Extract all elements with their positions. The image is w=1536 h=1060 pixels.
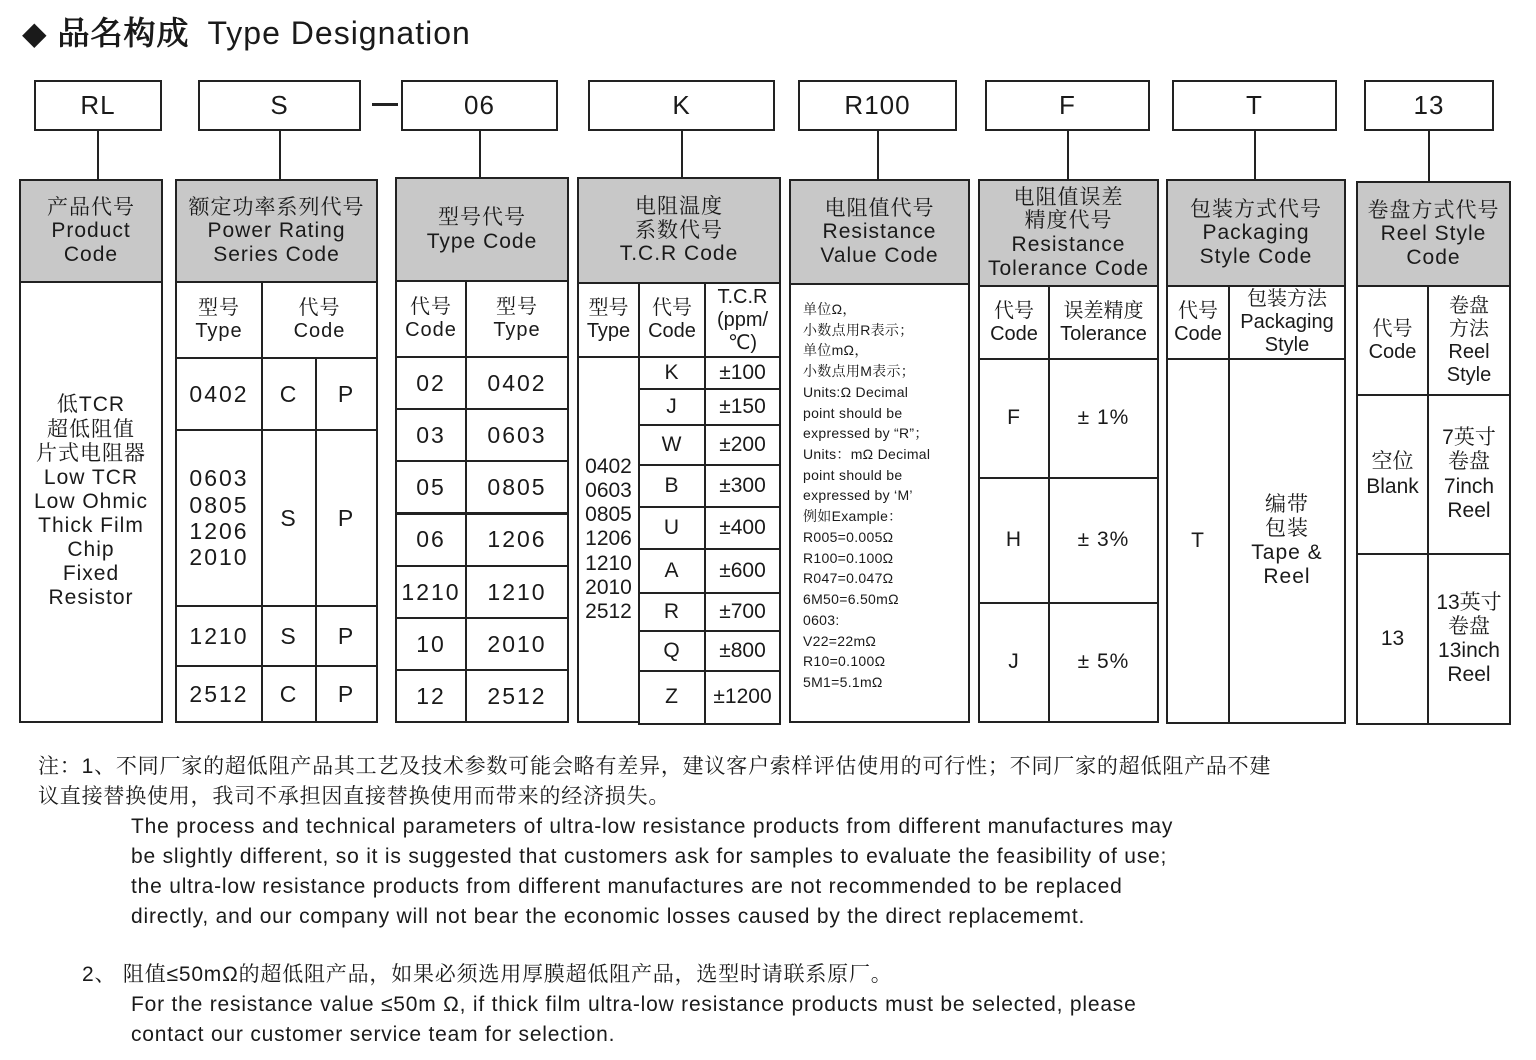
note-2-en: For the resistance value ≤50m Ω, if thick film ultra-low resistance products must be selected, please contact our customer service team for selection. xyxy=(131,993,1137,1046)
type-cell: 0402 xyxy=(175,357,263,431)
tcr-value-cell: ±150 xyxy=(704,388,781,426)
tolerance-code-cell: J xyxy=(978,602,1050,723)
connector-line xyxy=(877,130,879,179)
code-cell: 02 xyxy=(395,356,467,410)
reel-code-cell: 13 xyxy=(1356,553,1429,725)
code-box: R100 xyxy=(798,80,957,131)
packaging-code-cell: T xyxy=(1166,358,1230,724)
header-reel-style: 卷盘方式代号 Reel Style Code xyxy=(1356,181,1511,287)
tolerance-value-cell: ± 3% xyxy=(1048,477,1159,604)
connector-line xyxy=(479,130,481,177)
tcr-value-cell: ±100 xyxy=(704,356,781,390)
header-product-code: 产品代号 Product Code xyxy=(19,179,163,283)
note-1-zh: 注：1、不同厂家的超低阻产品其工艺及技术参数可能会略有差异，建议客户索样评估使用的可行性；不同厂家的超低阻产品不建 议直接替换使用，我司不承担因直接替换使用而带来的经济损失。 xyxy=(38,755,1272,808)
tolerance-code-cell: H xyxy=(978,477,1050,604)
subheader-reel-method: 卷盘 方法 Reel Style xyxy=(1427,285,1511,396)
tolerance-value-cell: ± 5% xyxy=(1048,602,1159,723)
tcr-code-cell: B xyxy=(638,464,706,508)
code-cell: P xyxy=(315,429,378,607)
type-cell: 2010 xyxy=(465,617,569,671)
header-power-rating: 额定功率系列代号 Power Rating Series Code xyxy=(175,179,378,283)
subheader-tolerance: 误差精度 Tolerance xyxy=(1048,285,1159,360)
tcr-code-cell: K xyxy=(638,356,706,390)
type-cell: 1210 xyxy=(465,565,569,619)
code-cell: P xyxy=(315,605,378,667)
notes xyxy=(38,752,1518,1050)
subheader-type: 型号 Type xyxy=(577,282,640,358)
tolerance-value-cell: ± 1% xyxy=(1048,358,1159,479)
code-cell: S xyxy=(261,605,317,667)
code-cell: P xyxy=(315,665,378,723)
code-cell: 06 xyxy=(395,513,467,567)
code-cell: 10 xyxy=(395,617,467,671)
note-2-zh: 2、 阻值≤50mΩ的超低阻产品，如果必须选用厚膜超低阻产品，选型时请联系原厂。 xyxy=(82,963,893,986)
reel-code-cell: 空位 Blank xyxy=(1356,394,1429,555)
type-cell: 0603 xyxy=(465,408,569,462)
type-cell: 0603 0805 1206 2010 xyxy=(175,429,263,607)
connector-line xyxy=(1254,130,1256,179)
code-box: T xyxy=(1172,80,1337,131)
tcr-value-cell: ±200 xyxy=(704,424,781,466)
code-box: RL xyxy=(34,80,162,131)
subheader-code: 代号 Code xyxy=(1166,285,1230,360)
code-box: F xyxy=(985,80,1150,131)
connector-line xyxy=(681,130,683,177)
code-box: 13 xyxy=(1364,80,1494,131)
tolerance-code-cell: F xyxy=(978,358,1050,479)
tcr-code-cell: Q xyxy=(638,630,706,672)
type-cell: 2512 xyxy=(465,669,569,723)
subheader-packaging-style: 包装方法 Packaging Style xyxy=(1228,285,1346,360)
header-tcr-code: 电阻温度 系数代号 T.C.R Code xyxy=(577,177,781,284)
tcr-code-cell: Z xyxy=(638,670,706,725)
code-cell: 05 xyxy=(395,460,467,514)
page-title xyxy=(22,8,471,54)
tcr-value-cell: ±600 xyxy=(704,548,781,594)
types-cell: 0402 0603 0805 1206 1210 2010 2512 xyxy=(577,356,640,723)
product-description: 低TCR 超低阻值 片式电阻器 Low TCR Low Ohmic Thick Film Chip Fixed Resistor xyxy=(19,281,163,723)
code-cell: 12 xyxy=(395,669,467,723)
resistance-value-rules: 单位Ω， 小数点用R表示； 单位mΩ， 小数点用M表示； Units:Ω Decimal point should be expressed by “R”； Units：mΩ Decimal point should be expressed by ‘M’ 例如Example： R005=0.005Ω R100=0.100Ω R047=0.047Ω 6M50=6.50mΩ 0603: V22=22mΩ R10=0.100Ω 5M1=5.1mΩ xyxy=(789,283,970,723)
subheader-code: 代号 Code xyxy=(978,285,1050,360)
header-packaging: 包装方式代号 Packaging Style Code xyxy=(1166,179,1346,287)
header-tolerance: 电阻值误差 精度代号 Resistance Tolerance Code xyxy=(978,179,1159,287)
subheader-code: 代号 Code xyxy=(1356,285,1429,396)
tcr-code-cell: J xyxy=(638,388,706,426)
dash xyxy=(372,103,398,106)
tcr-code-cell: R xyxy=(638,592,706,632)
code-box: 06 xyxy=(401,80,558,131)
tcr-value-cell: ±700 xyxy=(704,592,781,632)
reel-style-cell: 7英寸 卷盘 7inch Reel xyxy=(1427,394,1511,555)
code-cell: 03 xyxy=(395,408,467,462)
type-cell: 2512 xyxy=(175,665,263,723)
code-box: S xyxy=(198,80,361,131)
tcr-code-cell: W xyxy=(638,424,706,466)
diamond-icon: ◆ xyxy=(22,15,58,51)
title-zh: 品名构成 xyxy=(57,15,190,51)
type-cell: 0402 xyxy=(465,356,569,410)
header-type-code: 型号代号 Type Code xyxy=(395,177,569,282)
subheader-tcr: T.C.R (ppm/℃) xyxy=(704,282,781,358)
code-cell: C xyxy=(261,665,317,723)
subheader-code: 代号 Code xyxy=(638,282,706,358)
tcr-code-cell: U xyxy=(638,506,706,550)
subheader-code: 代号 Code xyxy=(395,280,467,358)
code-box: K xyxy=(588,80,775,131)
tcr-value-cell: ±800 xyxy=(704,630,781,672)
header-resistance-value: 电阻值代号 Resistance Value Code xyxy=(789,179,970,285)
code-cell: S xyxy=(261,429,317,607)
subheader-type: 型号 Type xyxy=(465,280,569,358)
tcr-code-cell: A xyxy=(638,548,706,594)
connector-line xyxy=(97,130,99,179)
tcr-value-cell: ±1200 xyxy=(704,670,781,725)
code-cell: P xyxy=(315,357,378,431)
connector-line xyxy=(279,130,281,179)
tcr-value-cell: ±400 xyxy=(704,506,781,550)
title-en: Type Designation xyxy=(207,15,471,51)
packaging-style-cell: 编带 包装 Tape & Reel xyxy=(1228,358,1346,724)
code-cell: C xyxy=(261,357,317,431)
connector-line xyxy=(1428,130,1430,181)
note-1-en: The process and technical parameters of ultra-low resistance products from different manufactures may be slightly different, so it is suggested that customers ask for samples to evaluate the feasibility of use; the ultra-low resistance products from different manufactures are not recommended to be replaced directly, and our company will not bear the economic losses caused by the direct replacememt. xyxy=(131,815,1174,928)
type-cell: 0805 xyxy=(465,460,569,514)
subheader-code: 代号 Code xyxy=(261,281,378,359)
subheader-type: 型号 Type xyxy=(175,281,263,359)
reel-style-cell: 13英寸 卷盘 13inch Reel xyxy=(1427,553,1511,725)
tcr-value-cell: ±300 xyxy=(704,464,781,508)
connector-line xyxy=(1067,130,1069,179)
type-cell: 1210 xyxy=(175,605,263,667)
type-cell: 1206 xyxy=(465,513,569,567)
code-cell: 1210 xyxy=(395,565,467,619)
